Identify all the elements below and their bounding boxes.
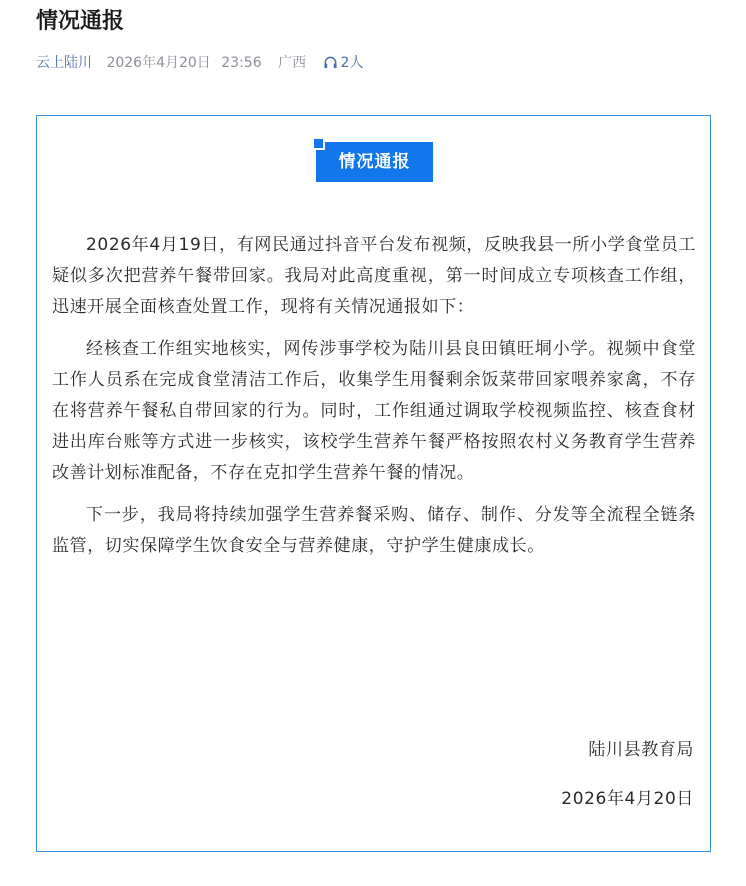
- headphones-icon[interactable]: [323, 55, 338, 77]
- notice-badge-label: 情况通报: [316, 142, 433, 182]
- signature-organization: 陆川县教育局: [588, 740, 694, 760]
- notice-paragraph-1: 2026年4月19日，有网民通过抖音平台发布视频，反映我县一所小学食堂员工疑似多次把营养午餐带回家。我局对此高度重视，第一时间成立专项核查工作组，迅速开展全面核查处置工作，现将有关情况通报如下：: [52, 235, 696, 317]
- notice-paragraph-2: 经核查工作组实地核实，网传涉事学校为陆川县良田镇旺垌小学。视频中食堂工作人员系在完成食堂清洁工作后，收集学生用餐剩余饭菜带回家喂养家禽，不存在将营养午餐私自带回家的行为。同时，工作组通过调取学校视频监控、核查食材进出库台账等方式进一步核实，该校学生营养午餐严格按照农村义务教育学生营养改善计划标准配备，不存在克扣学生营养午餐的情况。: [52, 339, 696, 483]
- publish-date: 2026年4月20日: [106, 55, 211, 71]
- notice-paragraph-3: 下一步，我局将持续加强学生营养餐采购、储存、制作、分发等全流程全链条监管，切实保障学生饮食安全与营养健康，守护学生健康成长。: [52, 505, 696, 556]
- publish-time: 23:56: [221, 55, 262, 71]
- article-title: 情况通报: [36, 9, 125, 34]
- source-link[interactable]: 云上陆川: [36, 55, 92, 71]
- signature-date: 2026年4月20日: [561, 789, 694, 809]
- article-meta: [36, 52, 363, 77]
- listener-count: 2人: [340, 55, 364, 71]
- notice-body: [52, 230, 696, 573]
- region-label: 广西: [278, 55, 307, 71]
- badge-corner-decoration: [314, 139, 325, 150]
